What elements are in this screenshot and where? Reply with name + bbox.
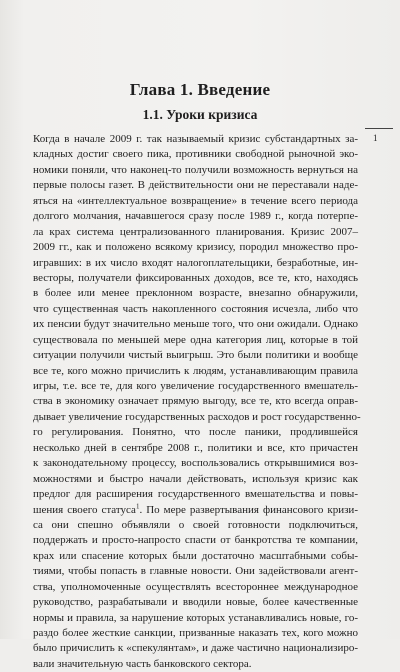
text-line: первые полосы газет. В действительности они не переставали наде- — [33, 179, 358, 192]
section-title: 1.1. Уроки кризиса — [142, 107, 258, 122]
text-line: ситуации получили чистый выигрыш. Это были политики и вообще — [33, 349, 358, 362]
text-fragment: шения своего статуса — [33, 503, 136, 516]
text-line: ства, уполномоченные осуществлять всестороннее международное — [33, 580, 358, 593]
text-line: крах или спасение которых были достаточно масштабными собы- — [33, 549, 358, 562]
text-line: их пенсии будут значительно меньше того, что они ожидали. Однако — [33, 318, 358, 331]
text-line: номики поняли, что наконец-то получили возможность вернуться на — [33, 163, 358, 176]
text-line: 2009 гг., как и положено всякому кризису, породил множество про- — [33, 241, 358, 254]
text-line: тиями, чтобы попасть в главные новости. Они задействовали агент- — [33, 565, 358, 578]
text-line: руководство, разрабатывали и вводили новые, более качественные — [33, 596, 358, 609]
text-line: кладных достиг своего пика, противники свободной рыночной эко- — [33, 148, 358, 161]
text-line: ства в экономику означает прямую выгоду, все те, кто всегда оправ- — [33, 395, 358, 408]
text-line: несколько дней в сентябре 2008 г., политики и все, кто причастен — [33, 441, 358, 454]
text-line: ла крах система централизованного планирования. Кризис 2007– — [33, 225, 358, 238]
chapter-title: Глава 1. Введение — [129, 80, 271, 99]
footnote-marker[interactable]: 1 — [135, 501, 140, 510]
text-line: игравших: в их число входят налогоплательщики, безработные, ин- — [33, 256, 358, 269]
margin-number: 1 — [373, 133, 378, 143]
text-line: поддержать и просто-напросто спасти от банкротства те компании, — [33, 534, 358, 547]
text-line: игры, т.е. все те, для кого увеличение государственного вмешатель- — [33, 380, 358, 392]
text-line: Когда в начале 2009 г. так называемый кризис субстандартных за- — [33, 133, 358, 145]
text-line: са они спешно объявляли о своей готовности подключиться, — [33, 518, 358, 531]
text-line: вали значительную часть банковского сектора. — [33, 657, 252, 670]
text-line: предлог для расширения государственного вмешательства и повы- — [33, 488, 358, 501]
text-line: можностями и быстро начали действовать, используя кризис как — [33, 472, 358, 485]
text-line: дывает увеличение государственных расходов и рост государственно- — [33, 410, 361, 423]
text-line: долгого молчания, начавшегося сразу после 1989 г., когда потерпе- — [33, 210, 358, 223]
text-line: весторы, получатели фиксированных доходов, все те, кто, находясь — [33, 271, 358, 284]
margin-rule — [365, 128, 393, 129]
body-paragraph — [33, 132, 361, 672]
text-line: яться на «интеллектуальное возвращение» в течение всего периода — [33, 194, 358, 207]
text-line: было причислить к «спекулянтам», и даже частично национализиро- — [33, 642, 358, 655]
text-line: в более или менее преклонном возрасте, внезапно обнаружили, — [33, 287, 358, 300]
text-line: все те, кого можно причислить к людям, устанавливающим правила — [33, 364, 358, 377]
text-line: существовала по меньшей мере одна категория лиц, которые в той — [33, 333, 358, 346]
text-line: раздо более жесткие санкции, призванные наказать тех, кого можно — [33, 627, 358, 639]
text-fragment: . По мере развертывания финансового кризи- — [139, 503, 358, 516]
text-line: к законодательному процессу, воспользовались открывшимися воз- — [33, 457, 358, 470]
text-line: нормы и правила, за нарушение которых устанавливались новые, го- — [33, 611, 358, 624]
text-line-with-footnote — [33, 503, 358, 518]
text-line: го регулирования. Понятно, что после паники, продлившейся — [33, 426, 358, 439]
text-line: что существенная часть накопленного состояния исчезла, либо что — [33, 302, 358, 315]
